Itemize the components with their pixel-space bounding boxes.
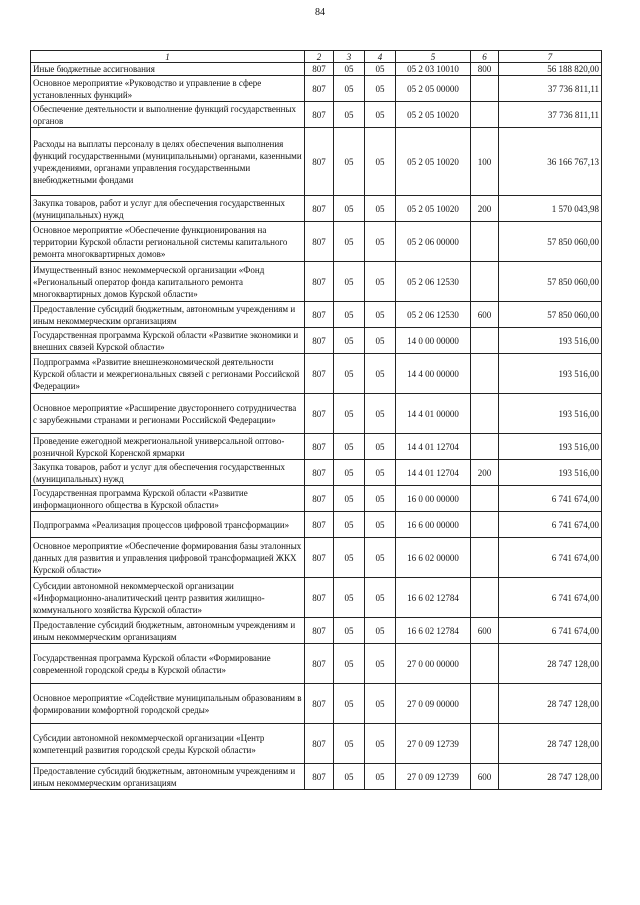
table-row xyxy=(31,102,602,128)
row-subsection: 05 xyxy=(365,196,396,222)
row-subsection: 05 xyxy=(365,486,396,512)
row-expense-type xyxy=(471,328,499,354)
table-row xyxy=(31,302,602,328)
row-target-article: 14 4 01 12704 xyxy=(396,434,471,460)
row-expense-type xyxy=(471,644,499,684)
row-amount: 6 741 674,00 xyxy=(499,538,602,578)
header-col-1: 1 xyxy=(31,51,305,63)
table-row xyxy=(31,578,602,618)
row-section: 05 xyxy=(334,486,365,512)
row-code: 807 xyxy=(305,262,334,302)
row-amount: 28 747 128,00 xyxy=(499,684,602,724)
row-subsection: 05 xyxy=(365,102,396,128)
row-amount: 193 516,00 xyxy=(499,394,602,434)
row-amount: 6 741 674,00 xyxy=(499,578,602,618)
row-code: 807 xyxy=(305,434,334,460)
row-expense-type xyxy=(471,262,499,302)
row-target-article: 27 0 09 12739 xyxy=(396,764,471,790)
table-row xyxy=(31,644,602,684)
row-section: 05 xyxy=(334,724,365,764)
row-code: 807 xyxy=(305,764,334,790)
row-subsection: 05 xyxy=(365,684,396,724)
row-name: Основное мероприятие «Руководство и управление в сфере установленных функций» xyxy=(31,76,305,102)
row-code: 807 xyxy=(305,128,334,196)
row-target-article: 16 0 00 00000 xyxy=(396,486,471,512)
row-name: Основное мероприятие «Обеспечение функционирования на территории Курской области региональной системы капитального ремонта многоквартирных домов» xyxy=(31,222,305,262)
table-row xyxy=(31,618,602,644)
row-code: 807 xyxy=(305,76,334,102)
row-expense-type xyxy=(471,538,499,578)
row-section: 05 xyxy=(334,684,365,724)
row-amount: 56 188 820,00 xyxy=(499,63,602,76)
row-target-article: 14 4 00 00000 xyxy=(396,354,471,394)
header-col-5: 5 xyxy=(396,51,471,63)
row-section: 05 xyxy=(334,128,365,196)
row-section: 05 xyxy=(334,434,365,460)
table-row xyxy=(31,394,602,434)
row-code: 807 xyxy=(305,63,334,76)
row-amount: 193 516,00 xyxy=(499,434,602,460)
row-section: 05 xyxy=(334,76,365,102)
row-name: Закупка товаров, работ и услуг для обеспечения государственных (муниципальных) нужд xyxy=(31,460,305,486)
row-subsection: 05 xyxy=(365,76,396,102)
row-name: Основное мероприятие «Содействие муниципальным образованиям в формировании комфортной городской среды» xyxy=(31,684,305,724)
row-expense-type xyxy=(471,486,499,512)
row-section: 05 xyxy=(334,262,365,302)
page-number: 84 xyxy=(315,7,325,18)
row-target-article: 05 2 05 10020 xyxy=(396,128,471,196)
row-code: 807 xyxy=(305,618,334,644)
row-amount: 57 850 060,00 xyxy=(499,302,602,328)
row-expense-type xyxy=(471,76,499,102)
row-expense-type: 200 xyxy=(471,460,499,486)
row-expense-type: 200 xyxy=(471,196,499,222)
row-subsection: 05 xyxy=(365,538,396,578)
row-subsection: 05 xyxy=(365,512,396,538)
row-target-article: 16 6 02 00000 xyxy=(396,538,471,578)
row-code: 807 xyxy=(305,354,334,394)
row-expense-type xyxy=(471,222,499,262)
row-section: 05 xyxy=(334,102,365,128)
row-name: Предоставление субсидий бюджетным, автономным учреждениям и иным некоммерческим организациям xyxy=(31,302,305,328)
table-row xyxy=(31,684,602,724)
row-section: 05 xyxy=(334,328,365,354)
row-name: Проведение ежегодной межрегиональной универсальной оптово-розничной Курской Коренской ярмарки xyxy=(31,434,305,460)
row-target-article: 05 2 05 10020 xyxy=(396,196,471,222)
budget-table xyxy=(30,50,602,790)
row-code: 807 xyxy=(305,102,334,128)
row-subsection: 05 xyxy=(365,578,396,618)
row-code: 807 xyxy=(305,644,334,684)
row-expense-type: 100 xyxy=(471,128,499,196)
row-expense-type xyxy=(471,102,499,128)
row-target-article: 27 0 09 12739 xyxy=(396,724,471,764)
row-subsection: 05 xyxy=(365,302,396,328)
row-subsection: 05 xyxy=(365,128,396,196)
row-amount: 28 747 128,00 xyxy=(499,764,602,790)
row-subsection: 05 xyxy=(365,460,396,486)
row-amount: 37 736 811,11 xyxy=(499,76,602,102)
row-name: Подпрограмма «Реализация процессов цифровой трансформации» xyxy=(31,512,305,538)
row-amount: 6 741 674,00 xyxy=(499,618,602,644)
row-target-article: 05 2 06 12530 xyxy=(396,302,471,328)
row-target-article: 27 0 00 00000 xyxy=(396,644,471,684)
row-subsection: 05 xyxy=(365,618,396,644)
table-row xyxy=(31,76,602,102)
row-section: 05 xyxy=(334,354,365,394)
row-expense-type: 800 xyxy=(471,63,499,76)
row-amount: 193 516,00 xyxy=(499,328,602,354)
row-code: 807 xyxy=(305,578,334,618)
table-row xyxy=(31,196,602,222)
row-amount: 57 850 060,00 xyxy=(499,262,602,302)
header-row xyxy=(31,51,602,63)
row-subsection: 05 xyxy=(365,394,396,434)
row-expense-type: 600 xyxy=(471,302,499,328)
row-name: Подпрограмма «Развитие внешнеэкономической деятельности Курской области и межрегиональных связей с регионами Российской Федерации» xyxy=(31,354,305,394)
table-row xyxy=(31,262,602,302)
row-section: 05 xyxy=(334,302,365,328)
row-subsection: 05 xyxy=(365,724,396,764)
row-target-article: 14 4 01 12704 xyxy=(396,460,471,486)
row-code: 807 xyxy=(305,394,334,434)
table-row xyxy=(31,354,602,394)
row-target-article: 05 2 05 00000 xyxy=(396,76,471,102)
row-name: Закупка товаров, работ и услуг для обеспечения государственных (муниципальных) нужд xyxy=(31,196,305,222)
table-row xyxy=(31,486,602,512)
row-section: 05 xyxy=(334,222,365,262)
row-expense-type xyxy=(471,512,499,538)
row-code: 807 xyxy=(305,328,334,354)
table-row xyxy=(31,764,602,790)
row-amount: 57 850 060,00 xyxy=(499,222,602,262)
row-expense-type xyxy=(471,724,499,764)
row-target-article: 16 6 00 00000 xyxy=(396,512,471,538)
row-name: Обеспечение деятельности и выполнение функций государственных органов xyxy=(31,102,305,128)
row-amount: 37 736 811,11 xyxy=(499,102,602,128)
row-target-article: 05 2 03 10010 xyxy=(396,63,471,76)
row-expense-type xyxy=(471,394,499,434)
table-row xyxy=(31,328,602,354)
row-name: Расходы на выплаты персоналу в целях обеспечения выполнения функций государственными (муниципальными) органами, казенными учреждениями, органами управления государственными внебюджетными фондами xyxy=(31,128,305,196)
row-subsection: 05 xyxy=(365,222,396,262)
row-name: Предоставление субсидий бюджетным, автономным учреждениям и иным некоммерческим организациям xyxy=(31,618,305,644)
row-code: 807 xyxy=(305,724,334,764)
row-code: 807 xyxy=(305,684,334,724)
table-row xyxy=(31,724,602,764)
table-row xyxy=(31,434,602,460)
row-name: Государственная программа Курской области «Развитие экономики и внешних связей Курской области» xyxy=(31,328,305,354)
row-expense-type: 600 xyxy=(471,764,499,790)
row-section: 05 xyxy=(334,538,365,578)
row-code: 807 xyxy=(305,222,334,262)
row-expense-type xyxy=(471,354,499,394)
row-code: 807 xyxy=(305,538,334,578)
table-row xyxy=(31,222,602,262)
row-section: 05 xyxy=(334,512,365,538)
row-subsection: 05 xyxy=(365,354,396,394)
row-target-article: 05 2 06 00000 xyxy=(396,222,471,262)
row-name: Субсидии автономной некоммерческой организации «Центр компетенций развития городской среды Курской области» xyxy=(31,724,305,764)
row-section: 05 xyxy=(334,460,365,486)
row-subsection: 05 xyxy=(365,328,396,354)
header-col-7: 7 xyxy=(499,51,602,63)
row-code: 807 xyxy=(305,302,334,328)
table-row xyxy=(31,460,602,486)
row-amount: 1 570 043,98 xyxy=(499,196,602,222)
header-col-3: 3 xyxy=(334,51,365,63)
row-name: Предоставление субсидий бюджетным, автономным учреждениям и иным некоммерческим организациям xyxy=(31,764,305,790)
row-amount: 36 166 767,13 xyxy=(499,128,602,196)
row-amount: 6 741 674,00 xyxy=(499,512,602,538)
row-target-article: 14 0 00 00000 xyxy=(396,328,471,354)
row-section: 05 xyxy=(334,394,365,434)
table-row xyxy=(31,128,602,196)
row-code: 807 xyxy=(305,196,334,222)
row-section: 05 xyxy=(334,63,365,76)
row-name: Субсидии автономной некоммерческой организации «Информационно-аналитический центр развития жилищно-коммунального хозяйства Курской области» xyxy=(31,578,305,618)
table-row xyxy=(31,63,602,76)
row-subsection: 05 xyxy=(365,644,396,684)
row-expense-type xyxy=(471,684,499,724)
row-subsection: 05 xyxy=(365,764,396,790)
header-col-4: 4 xyxy=(365,51,396,63)
row-target-article: 27 0 09 00000 xyxy=(396,684,471,724)
row-target-article: 05 2 06 12530 xyxy=(396,262,471,302)
header-col-6: 6 xyxy=(471,51,499,63)
row-name: Основное мероприятие «Расширение двустороннего сотрудничества с зарубежными странами и регионами Российской Федерации» xyxy=(31,394,305,434)
row-amount: 193 516,00 xyxy=(499,460,602,486)
row-expense-type xyxy=(471,578,499,618)
row-target-article: 16 6 02 12784 xyxy=(396,578,471,618)
row-code: 807 xyxy=(305,486,334,512)
row-code: 807 xyxy=(305,460,334,486)
row-amount: 28 747 128,00 xyxy=(499,644,602,684)
row-section: 05 xyxy=(334,644,365,684)
row-section: 05 xyxy=(334,196,365,222)
row-name: Основное мероприятие «Обеспечение формирования базы эталонных данных для развития и управления цифровой трансформацией ЖКХ Курской области» xyxy=(31,538,305,578)
row-amount: 28 747 128,00 xyxy=(499,724,602,764)
row-target-article: 05 2 05 10020 xyxy=(396,102,471,128)
table-row xyxy=(31,538,602,578)
row-section: 05 xyxy=(334,578,365,618)
row-subsection: 05 xyxy=(365,63,396,76)
row-amount: 6 741 674,00 xyxy=(499,486,602,512)
row-name: Государственная программа Курской области «Формирование современной городской среды в Курской области» xyxy=(31,644,305,684)
row-section: 05 xyxy=(334,618,365,644)
row-subsection: 05 xyxy=(365,434,396,460)
row-target-article: 14 4 01 00000 xyxy=(396,394,471,434)
row-section: 05 xyxy=(334,764,365,790)
row-name: Иные бюджетные ассигнования xyxy=(31,63,305,76)
row-expense-type xyxy=(471,434,499,460)
row-name: Имущественный взнос некоммерческой организации «Фонд «Региональный оператор фонда капитального ремонта многоквартирных домов Курской области» xyxy=(31,262,305,302)
header-col-2: 2 xyxy=(305,51,334,63)
table-row xyxy=(31,512,602,538)
row-name: Государственная программа Курской области «Развитие информационного общества в Курской области» xyxy=(31,486,305,512)
row-code: 807 xyxy=(305,512,334,538)
row-expense-type: 600 xyxy=(471,618,499,644)
row-target-article: 16 6 02 12784 xyxy=(396,618,471,644)
row-subsection: 05 xyxy=(365,262,396,302)
row-amount: 193 516,00 xyxy=(499,354,602,394)
